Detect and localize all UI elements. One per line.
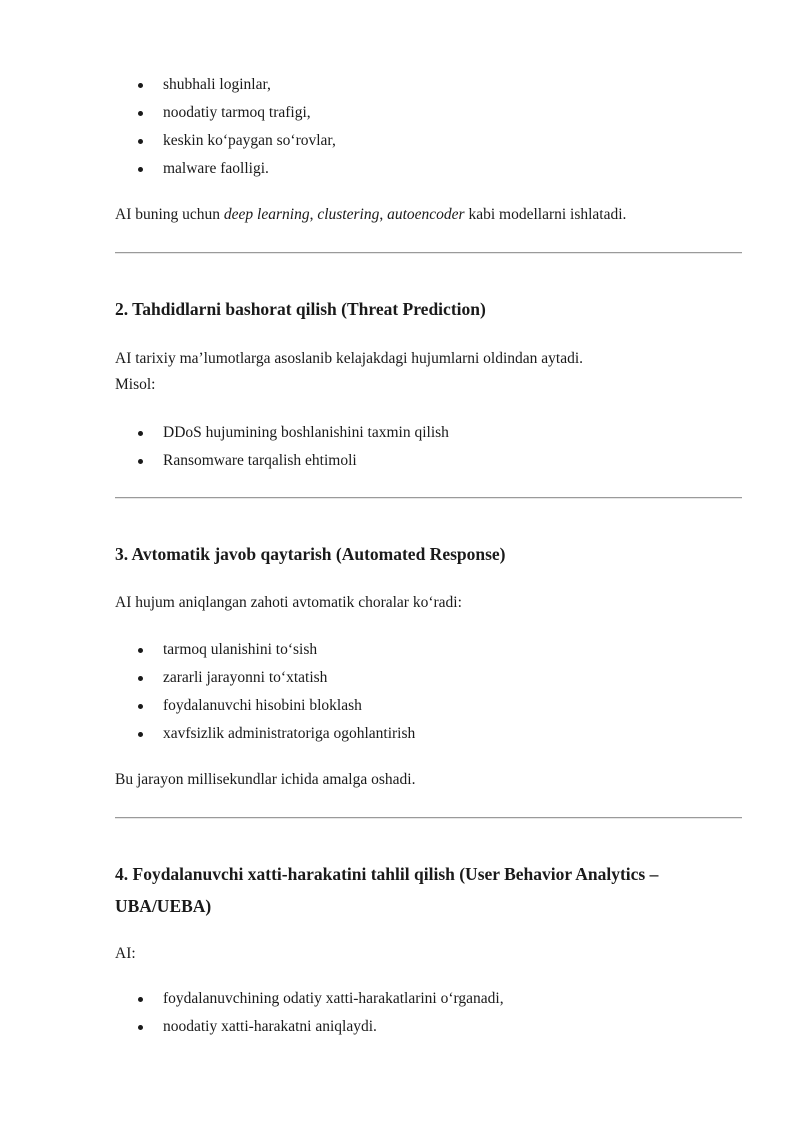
section-divider bbox=[115, 817, 742, 819]
list-item bbox=[0, 664, 415, 692]
paragraph: AI: bbox=[115, 945, 136, 962]
paragraph: Misol: bbox=[115, 376, 156, 393]
list-item bbox=[0, 127, 336, 155]
list-item bbox=[0, 720, 415, 748]
paragraph-text: kabi modellarni ishlatadi. bbox=[464, 206, 627, 223]
bullet-icon bbox=[138, 997, 143, 1002]
list-item bbox=[0, 692, 415, 720]
list-item bbox=[0, 155, 336, 183]
bullet-icon bbox=[138, 704, 143, 709]
bullet-icon bbox=[138, 111, 143, 116]
section-divider bbox=[115, 497, 742, 499]
emphasis-text: clustering bbox=[317, 206, 380, 223]
list-item bbox=[0, 419, 449, 447]
list-item-text: noodatiy xatti-harakatni aniqlaydi. bbox=[163, 1018, 377, 1035]
list-item bbox=[0, 1013, 504, 1041]
bullet-icon bbox=[138, 1025, 143, 1030]
section-heading: 3. Avtomatik javob qaytarish (Automated Response) bbox=[115, 544, 506, 564]
emphasis-text: deep learning bbox=[223, 206, 310, 223]
list-item-text: zararli jarayonni to‘xtatish bbox=[163, 669, 328, 686]
paragraph: AI hujum aniqlangan zahoti avtomatik choralar ko‘radi: bbox=[115, 594, 462, 611]
bullet-icon bbox=[138, 676, 143, 681]
list-item-text: malware faolligi. bbox=[163, 160, 269, 177]
list-item-text: shubhali loginlar, bbox=[163, 76, 271, 93]
list-item-text: keskin ko‘paygan so‘rovlar, bbox=[163, 132, 336, 149]
paragraph-text: AI buning uchun bbox=[115, 206, 224, 223]
list-item-text: tarmoq ulanishini to‘sish bbox=[163, 641, 318, 658]
bullet-icon bbox=[138, 459, 143, 464]
paragraph: AI tarixiy ma’lumotlarga asoslanib kelajakdagi hujumlarni oldindan aytadi. bbox=[115, 350, 584, 367]
anomaly-list bbox=[0, 71, 336, 183]
section-heading bbox=[115, 858, 658, 922]
list-item-text: DDoS hujumining boshlanishini taxmin qilish bbox=[163, 424, 449, 441]
prediction-list bbox=[0, 419, 449, 475]
list-item bbox=[0, 71, 336, 99]
bullet-icon bbox=[138, 83, 143, 88]
list-item bbox=[0, 99, 336, 127]
bullet-icon bbox=[138, 648, 143, 653]
paragraph: Bu jarayon millisekundlar ichida amalga oshadi. bbox=[115, 771, 416, 788]
bullet-icon bbox=[138, 139, 143, 144]
heading-line: UBA/UEBA) bbox=[115, 896, 212, 916]
list-item-text: noodatiy tarmoq trafigi, bbox=[163, 104, 311, 121]
uba-list bbox=[0, 985, 504, 1041]
heading-line: 4. Foydalanuvchi xatti-harakatini tahlil qilish (User Behavior Analytics – bbox=[115, 864, 659, 884]
section-divider bbox=[115, 252, 742, 254]
list-item bbox=[0, 447, 449, 475]
list-item-text: foydalanuvchining odatiy xatti-harakatlarini o‘rganadi, bbox=[163, 990, 504, 1007]
emphasis-text: autoencoder bbox=[387, 206, 465, 223]
response-list bbox=[0, 636, 415, 748]
models-paragraph bbox=[115, 203, 626, 227]
bullet-icon bbox=[138, 431, 143, 436]
bullet-icon bbox=[138, 732, 143, 737]
list-item-text: xavfsizlik administratoriga ogohlantirish bbox=[163, 725, 416, 742]
list-item-text: foydalanuvchi hisobini bloklash bbox=[163, 697, 362, 714]
list-item bbox=[0, 636, 415, 664]
list-item bbox=[0, 985, 504, 1013]
separator-text: , bbox=[309, 206, 318, 223]
section-heading: 2. Tahdidlarni bashorat qilish (Threat Prediction) bbox=[115, 299, 486, 319]
separator-text: , bbox=[379, 206, 388, 223]
list-item-text: Ransomware tarqalish ehtimoli bbox=[163, 452, 357, 469]
bullet-icon bbox=[138, 167, 143, 172]
